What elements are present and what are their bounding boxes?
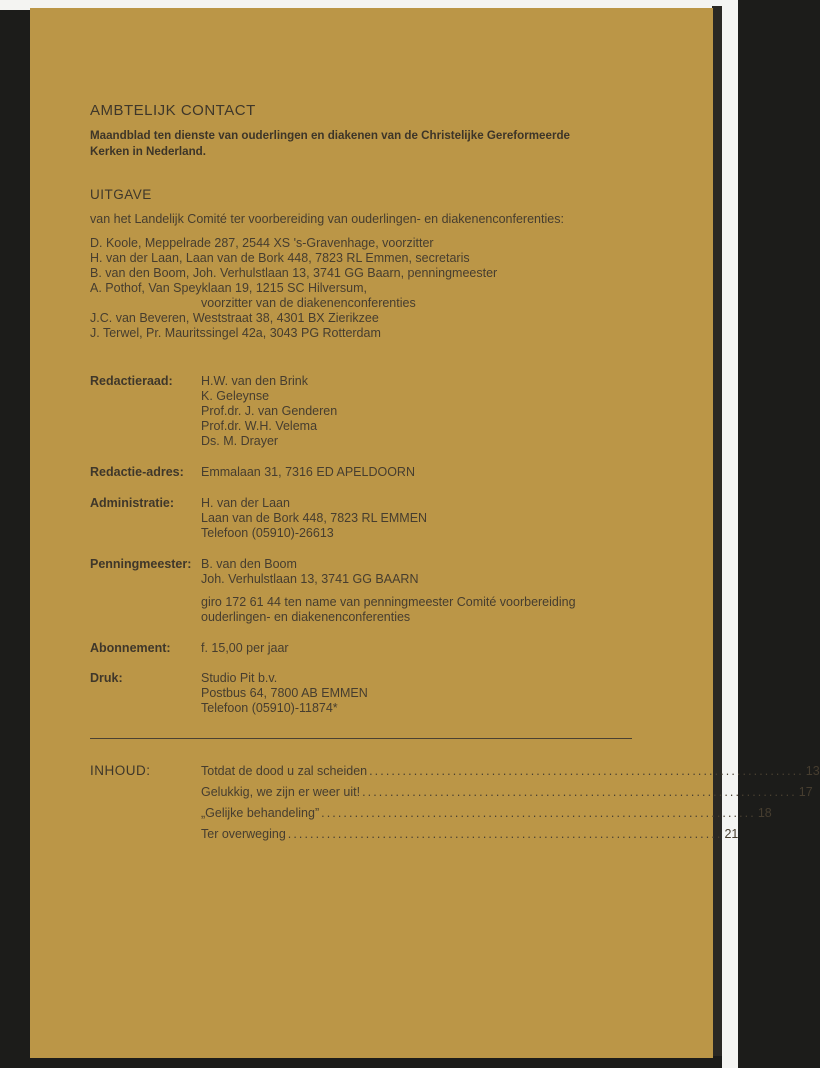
druk-line: Telefoon (05910)-11874* — [201, 701, 338, 715]
toc-entry-page: 17 — [798, 785, 813, 799]
editor-name: K. Geleynse — [201, 389, 270, 403]
colophon-page — [30, 8, 820, 1058]
toc-entry[interactable] — [201, 806, 772, 824]
editor-name: Ds. M. Drayer — [201, 434, 279, 448]
committee-member: H. van der Laan, Laan van de Bork 448, 7823 RL Emmen, secretaris — [90, 251, 470, 265]
toc-entry[interactable] — [201, 764, 820, 782]
toc-entry-title: Ter overweging — [201, 827, 286, 841]
toc-entry-page: 13 — [805, 764, 820, 778]
toc-leader-dots: .............................................................................. — [362, 785, 797, 799]
editor-name: Prof.dr. W.H. Velema — [201, 419, 318, 433]
redactie-adres-value: Emmalaan 31, 7316 ED APELDOORN — [201, 465, 415, 479]
toc-leader-dots: .............................................................................. — [321, 806, 756, 820]
giro-line: ouderlingen- en diakenenconferenties — [201, 610, 411, 624]
toc-entry-title: Totdat de dood u zal scheiden — [201, 764, 368, 778]
inhoud-label: INHOUD: — [90, 763, 151, 778]
abonnement-value: f. 15,00 per jaar — [201, 641, 289, 655]
redactie-adres-label: Redactie-adres: — [90, 465, 184, 479]
committee-member: A. Pothof, Van Speyklaan 19, 1215 SC Hilversum, — [90, 281, 368, 295]
toc-entry[interactable] — [201, 785, 813, 803]
uitgave-heading: UITGAVE — [90, 187, 152, 202]
druk-label: Druk: — [90, 671, 123, 685]
administratie-line: H. van der Laan — [201, 496, 290, 510]
redactieraad-label: Redactieraad: — [90, 374, 173, 388]
committee-member: J. Terwel, Pr. Mauritssingel 42a, 3043 PG Rotterdam — [90, 326, 381, 340]
toc-entry-page: 21 — [724, 827, 739, 841]
penningmeester-label: Penningmeester: — [90, 557, 192, 571]
toc-entry[interactable] — [201, 827, 739, 845]
abonnement-label: Abonnement: — [90, 641, 171, 655]
penningmeester-line: Joh. Verhulstlaan 13, 3741 GG BAARN — [201, 572, 419, 586]
committee-member: D. Koole, Meppelrade 287, 2544 XS 's-Gravenhage, voorzitter — [90, 236, 434, 250]
toc-entry-title: Gelukkig, we zijn er weer uit! — [201, 785, 361, 799]
editor-name: H.W. van den Brink — [201, 374, 308, 388]
druk-line: Postbus 64, 7800 AB EMMEN — [201, 686, 368, 700]
administratie-line: Telefoon (05910)-26613 — [201, 526, 334, 540]
uitgave-intro: van het Landelijk Comité ter voorbereiding van ouderlingen- en diakenenconferenties: — [90, 212, 564, 226]
committee-member: J.C. van Beveren, Weststraat 38, 4301 BX Zierikzee — [90, 311, 379, 325]
toc-entry-title: „Gelijke behandeling” — [201, 806, 320, 820]
magazine-title: AMBTELIJK CONTACT — [90, 102, 256, 119]
toc-entry-page: 18 — [757, 806, 772, 820]
administratie-line: Laan van de Bork 448, 7823 RL EMMEN — [201, 511, 428, 525]
editor-name: Prof.dr. J. van Genderen — [201, 404, 338, 418]
giro-line: giro 172 61 44 ten name van penningmeester Comité voorbereiding — [201, 595, 576, 609]
divider-rule — [90, 738, 632, 739]
committee-member: B. van den Boom, Joh. Verhulstlaan 13, 3741 GG Baarn, penningmeester — [90, 266, 498, 280]
magazine-subtitle-line1: Maandblad ten dienste van ouderlingen en diakenen van de Christelijke Gereformeerde — [90, 129, 570, 142]
penningmeester-line: B. van den Boom — [201, 557, 297, 571]
toc-leader-dots: .............................................................................. — [369, 764, 804, 778]
committee-member-continued: voorzitter van de diakenenconferenties — [201, 296, 416, 310]
magazine-subtitle-line2: Kerken in Nederland. — [90, 145, 206, 158]
druk-line: Studio Pit b.v. — [201, 671, 278, 685]
toc-leader-dots: .............................................................................. — [287, 827, 723, 841]
administratie-label: Administratie: — [90, 496, 175, 510]
scan-edge-right — [722, 0, 738, 1068]
